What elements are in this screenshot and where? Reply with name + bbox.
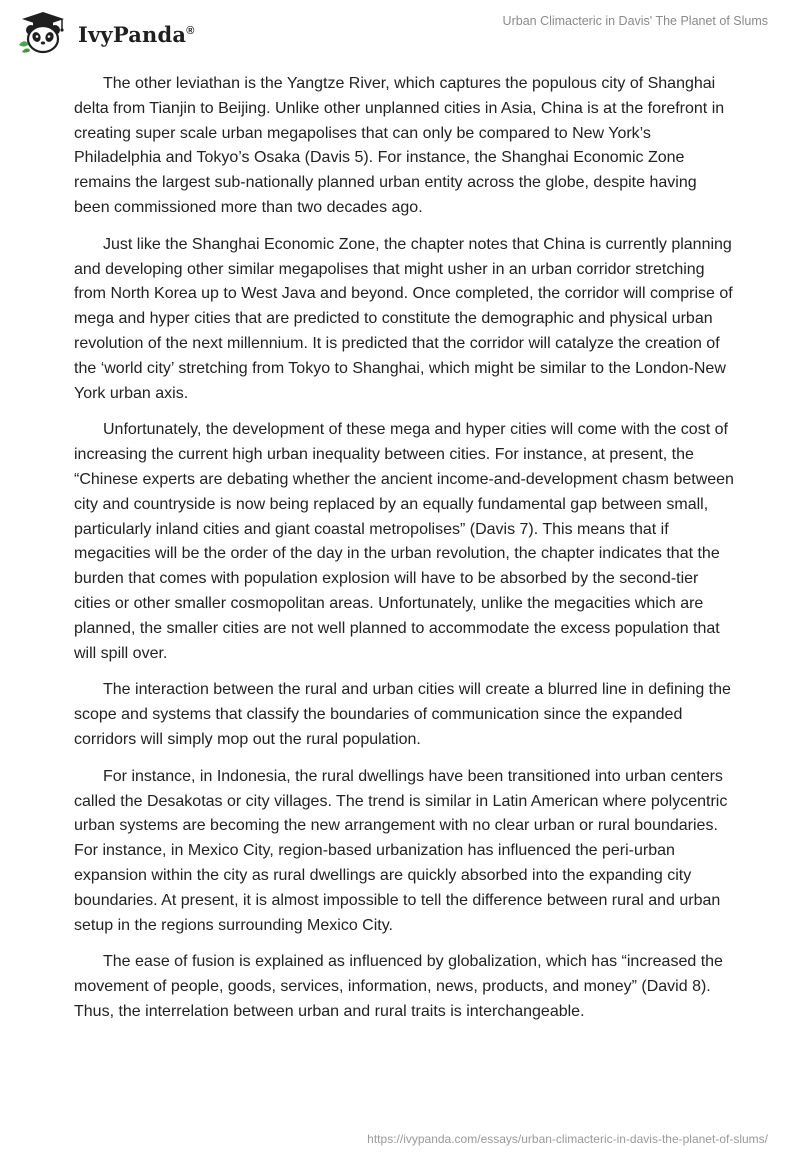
source-url[interactable]: https://ivypanda.com/essays/urban-climacteric-in-davis-the-planet-of-slums/ [367,1132,768,1146]
panda-graduate-icon [16,11,70,55]
paragraph: For instance, in Indonesia, the rural dwellings have been transitioned into urban centers called the Desakotas or city villages. The trend is similar in Latin American where polycentric urban systems are becoming the new arrangement with no clear urban or rural boundaries. For instance, in Mexico City, region-based urbanization has influenced the peri-urban expansion within the city as rural dwellings are quickly absorbed into the expanding city boundaries. At present, it is almost impossible to tell the difference between rural and urban setup in the regions surrounding Mexico City. [74,767,728,934]
paragraph: The interaction between the rural and urban cities will create a blurred line in defining the scope and systems that classify the boundaries of communication since the expanded corridors will simply mop out the rural population. [74,681,731,748]
essay-body [74,72,734,1037]
document-title: Urban Climacteric in Davis' The Planet of Slums [502,14,768,28]
brand-name: IvyPanda® [78,21,195,47]
paragraph: Unfortunately, the development of these mega and hyper cities will come with the cost of increasing the current high urban inequality between cities. For instance, at present, the “Chinese experts are debating whether the ancient income-and-development chasm between city and countryside is now being replaced by an equally fundamental gap between small, particularly inland cities and giant coastal metropolises” (Davis 7). This means that if megacities will be the order of the day in the urban revolution, the chapter indicates that the burden that comes with population explosion will have to be absorbed by the second-tier cities or other smaller cosmopolitan areas. Unfortunately, unlike the megacities which are planned, the smaller cities are not well planned to accommodate the excess population that will spill over. [74,421,734,662]
paragraph: The ease of fusion is explained as influenced by globalization, which has “increased the movement of people, goods, services, information, news, products, and money” (David 8). Thus, the interrelation between urban and rural traits is interchangeable. [74,953,723,1020]
page-header [0,0,800,70]
registered-mark: ® [186,24,195,37]
paragraph: The other leviathan is the Yangtze River, which captures the populous city of Shanghai delta from Tianjin to Beijing. Unlike other unplanned cities in Asia, China is at the forefront in creating super scale urban megapolises that can only be compared to New York’s Philadelphia and Tokyo’s Osaka (Davis 5). For instance, the Shanghai Economic Zone remains the largest sub-nationally planned urban entity across the globe, despite having been commissioned more than two decades ago. [74,75,725,216]
paragraph: Just like the Shanghai Economic Zone, the chapter notes that China is currently planning and developing other similar megapolises that might usher in an urban corridor stretching from North Korea up to West Java and beyond. Once completed, the corridor will comprise of mega and hyper cities that are predicted to constitute the demographic and physical urban revolution of the next millennium. It is predicted that the corridor will catalyze the creation of the ‘world city’ stretching from Tokyo to Shanghai, which might be similar to the London-New York urban axis. [74,235,733,402]
ivypanda-logo[interactable] [16,10,195,56]
